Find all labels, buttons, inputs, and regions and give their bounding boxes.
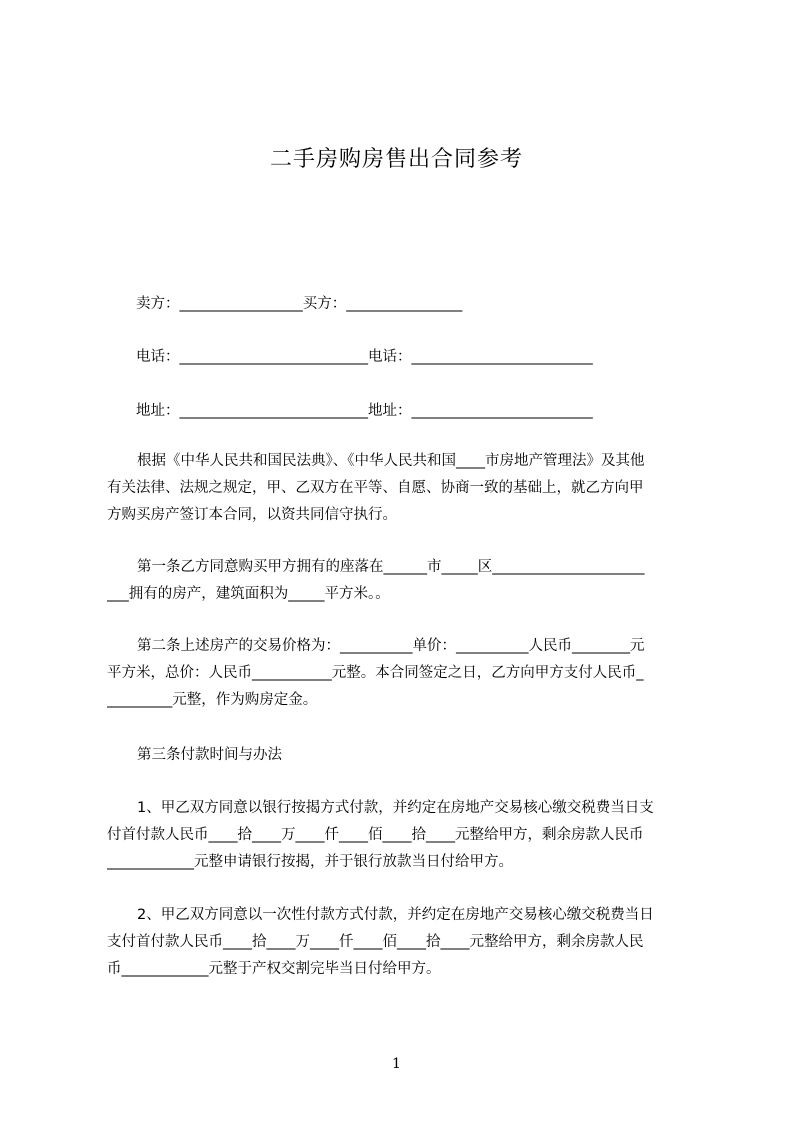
clause-1-line: ____________元整申请银行按揭，并于银行放款当日付给甲方。	[107, 854, 513, 870]
address-line: 地址：__________________________地址：_________________________	[136, 403, 593, 419]
clause-1-line: 1、甲乙双方同意以银行按揭方式付款，并约定在房地产交易核心缴交税费当日支	[137, 800, 654, 816]
document-title: 二手房购房售出合同参考	[269, 147, 523, 172]
article-2-line: 第二条上述房产的交易价格为：__________单价：__________人民币________元	[137, 638, 645, 654]
article-2-paragraph	[107, 633, 707, 714]
seller-buyer-line: 卖方：_________________买方：________________	[136, 296, 463, 312]
preamble-line: 有关法律、法规之规定，甲、乙双方在平等、自愿、协商一致的基础上，就乙方向甲	[107, 480, 644, 496]
article-2-line: _________元整，作为购房定金。	[107, 692, 318, 708]
article-1-line: ___拥有的房产，建筑面积为_____平方米。。	[107, 586, 390, 602]
article-1-paragraph	[107, 554, 707, 608]
phone-line: 电话：__________________________电话：_________________________	[136, 349, 593, 365]
preamble-line: 方购买房产签订本合同，以资共同信守执行。	[107, 507, 397, 523]
clause-1-line: 付首付款人民币____拾____万____仟____佰____拾____元整给甲方，剩余房款人民币	[107, 827, 644, 843]
preamble-line: 根据《中华人民共和国民法典》、《中华人民共和国____市房地产管理法》及其他	[137, 453, 645, 469]
article-1-line: 第一条乙方同意购买甲方拥有的座落在______市_____区_____________________	[137, 559, 645, 575]
preamble-paragraph	[107, 448, 707, 529]
clause-2-paragraph	[107, 902, 707, 983]
article-2-line: 平方米，总价：人民币___________元整。本合同签定之日，乙方向甲方支付人民币_	[107, 665, 644, 681]
page-number: 1	[392, 1056, 401, 1072]
clause-2-line: 币____________元整于产权交割完毕当日付给甲方。	[107, 961, 441, 977]
article-3-heading: 第三条付款时间与办法	[137, 747, 282, 763]
clause-1-paragraph	[107, 795, 707, 876]
clause-2-line: 支付首付款人民币____拾____万____仟____佰____拾____元整给甲方，剩余房款人民	[107, 934, 644, 950]
clause-2-line: 2、甲乙双方同意以一次性付款方式付款，并约定在房地产交易核心缴交税费当日	[137, 907, 654, 923]
